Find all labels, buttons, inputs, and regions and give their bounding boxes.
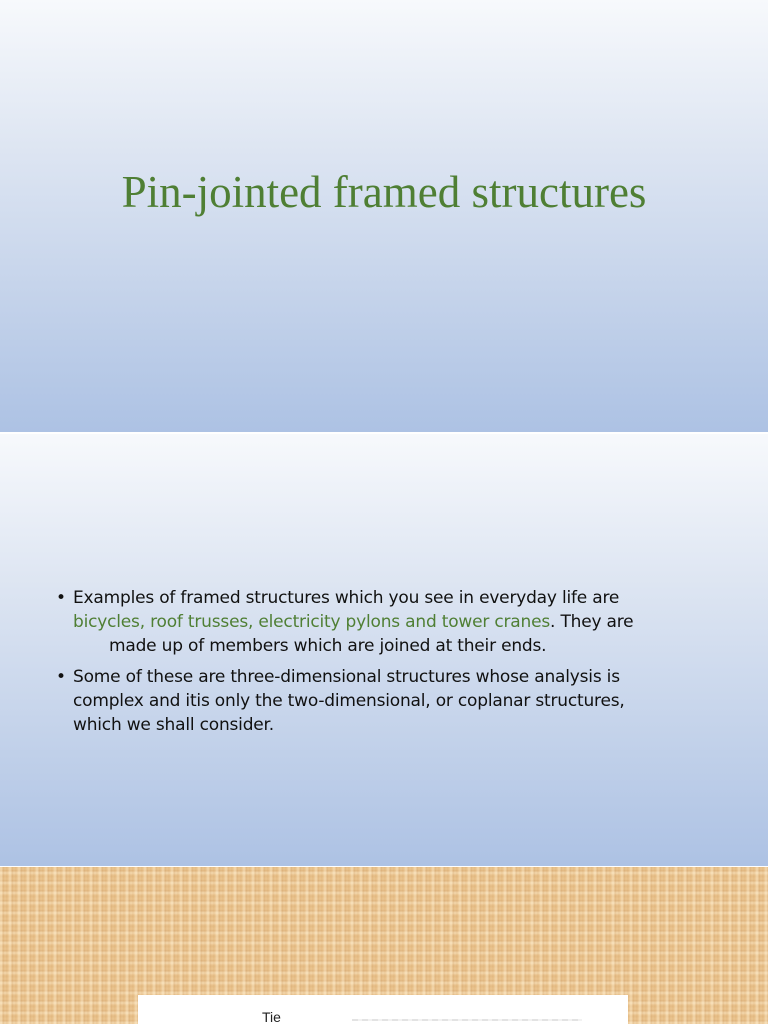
bullet-line: which we shall consider. <box>73 715 274 735</box>
bullet-line: complex and itis only the two-dimensional, or coplanar structures, <box>73 691 625 711</box>
slide-content <box>0 434 768 866</box>
slide-diagram <box>0 867 768 1024</box>
bullet-text <box>73 588 706 658</box>
bullet-line-indented: made up of members which are joined at their ends. <box>109 636 547 656</box>
bullet-line: Examples of framed structures which you see in everyday life are <box>73 588 620 608</box>
diagram-card <box>138 995 628 1024</box>
bullet-line: . They are <box>550 612 634 632</box>
highlight-examples: bicycles, roof trusses, electricity pylons and tower cranes <box>73 612 551 632</box>
slide-title-text: Pin-jointed framed structures <box>121 167 647 217</box>
bullet-icon: • <box>56 667 66 687</box>
bullet-list <box>56 586 706 744</box>
bullet-text <box>73 667 625 735</box>
tie-label: Tie <box>262 1009 281 1024</box>
bullet-item-coplanar <box>56 665 706 737</box>
slide-title <box>0 0 768 432</box>
bullet-line: Some of these are three-dimensional structures whose analysis is <box>73 667 620 687</box>
bullet-item-examples <box>56 586 706 658</box>
diagram-faint-line <box>352 1019 582 1021</box>
bullet-icon: • <box>56 588 66 608</box>
